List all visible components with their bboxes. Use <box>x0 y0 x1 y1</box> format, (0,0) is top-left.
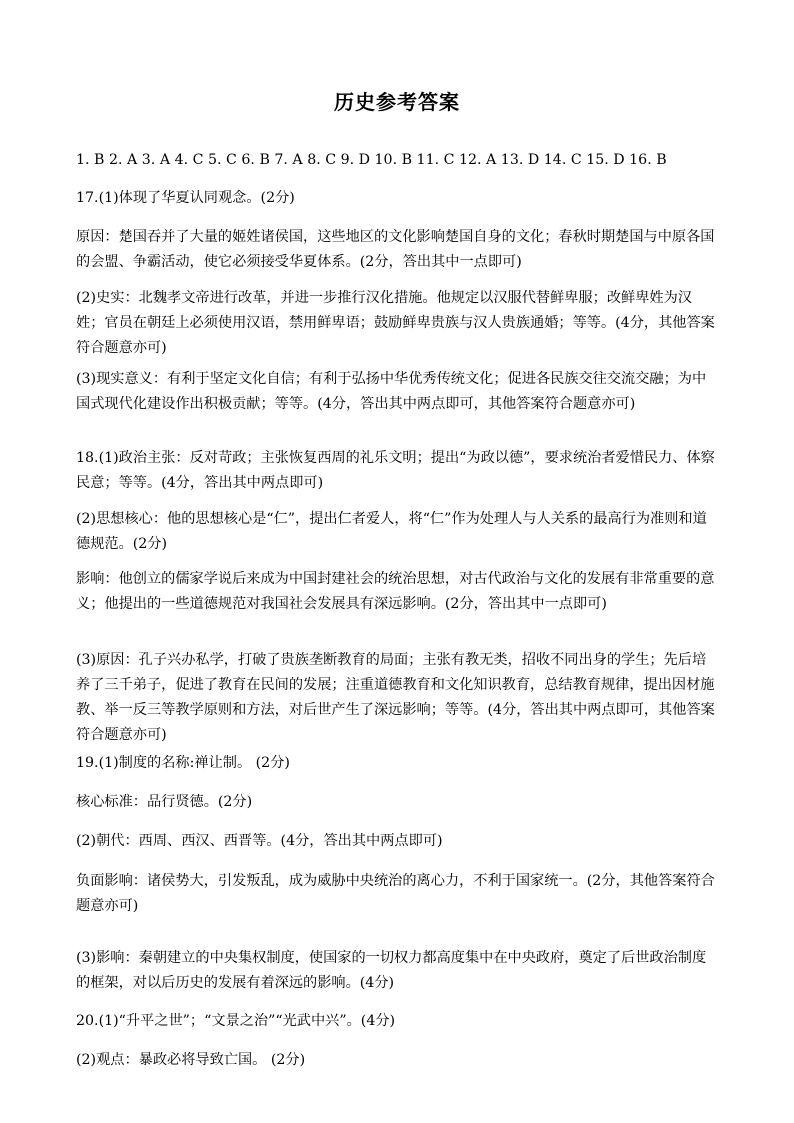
page-title: 历史参考答案 <box>334 90 460 114</box>
answer-17-reason: 原因：楚国吞并了大量的姬姓诸侯国，这些地区的文化影响楚国自身的文化；春秋时期楚国与中原各国的会盟、争霸活动，使它必须接受华夏体系。(2分，答出其中一点即可) <box>76 229 715 270</box>
answer-18-2: (2)思想核心：他的思想核心是“仁”，提出仁者爱人，将“仁”作为处理人与人关系的最高行为准则和道德规范。(2分) <box>76 511 707 552</box>
answer-18-3: (3)原因：孔子兴办私学，打破了贵族垄断教育的局面；主张有教无类，招收不同出身的学生；先后培养了三千弟子，促进了教育在民间的发展；注重道德教育和文化知识教育，总结教育规律，提出因材施教、举一反三等教学原则和方法，对后世产生了深远影响；等等。(4分，答出其中两点即可，其他答案符合题意亦可) <box>76 652 715 743</box>
answer-19-negative-impact: 负面影响：诸侯势大，引发叛乱，成为威胁中央统治的离心力，不利于国家统一。(2分，其他答案符合题意亦可) <box>76 873 715 914</box>
answer-20-1: 20.(1)“升平之世”；“文景之治”“光武中兴”。(4分) <box>76 1013 396 1029</box>
answer-17-3: (3)现实意义：有利于坚定文化自信；有利于弘扬中华优秀传统文化；促进各民族交往交流交融；为中国式现代化建设作出积极贡献；等等。(4分，答出其中两点即可，其他答案符合题意亦可) <box>76 371 707 412</box>
answer-18-1: 18.(1)政治主张：反对苛政；主张恢复西周的礼乐文明；提出“为政以德”，要求统治者爱惜民力、体察民意；等等。(4分，答出其中两点即可) <box>76 450 715 491</box>
answers-multiple-choice: 1. B 2. A 3. A 4. C 5. C 6. B 7. A 8. C 9. D 10. B 11. C 12. A 13. D 14. C 15. D 16. B <box>76 152 667 168</box>
answer-17-1: 17.(1)体现了华夏认同观念。(2分) <box>76 190 295 206</box>
answer-18-influence: 影响：他创立的儒家学说后来成为中国封建社会的统治思想，对古代政治与文化的发展有非常重要的意义；他提出的一些道德规范对我国社会发展具有深远影响。(2分，答出其中一点即可) <box>76 571 715 612</box>
answer-19-1: 19.(1)制度的名称:禅让制。 (2分) <box>76 755 290 771</box>
answer-19-2: (2)朝代：西周、西汉、西晋等。(4分，答出其中两点即可) <box>76 833 443 849</box>
answer-17-2: (2)史实：北魏孝文帝进行改革，并进一步推行汉化措施。他规定以汉服代替鲜卑服；改鲜卑姓为汉姓；官员在朝廷上必须使用汉语，禁用鲜卑语；鼓励鲜卑贵族与汉人贵族通婚；等等。(4分，其他答案符合题意亦可) <box>76 290 715 356</box>
answer-19-core-standard: 核心标准：品行贤德。(2分) <box>76 794 253 810</box>
answer-20-2: (2)观点：暴政必将导致亡国。 (2分) <box>76 1052 306 1068</box>
answer-19-3: (3)影响：秦朝建立的中央集权制度，使国家的一切权力都高度集中在中央政府，奠定了后世政治制度的框架，对以后历史的发展有着深远的影响。(4分) <box>76 950 707 991</box>
